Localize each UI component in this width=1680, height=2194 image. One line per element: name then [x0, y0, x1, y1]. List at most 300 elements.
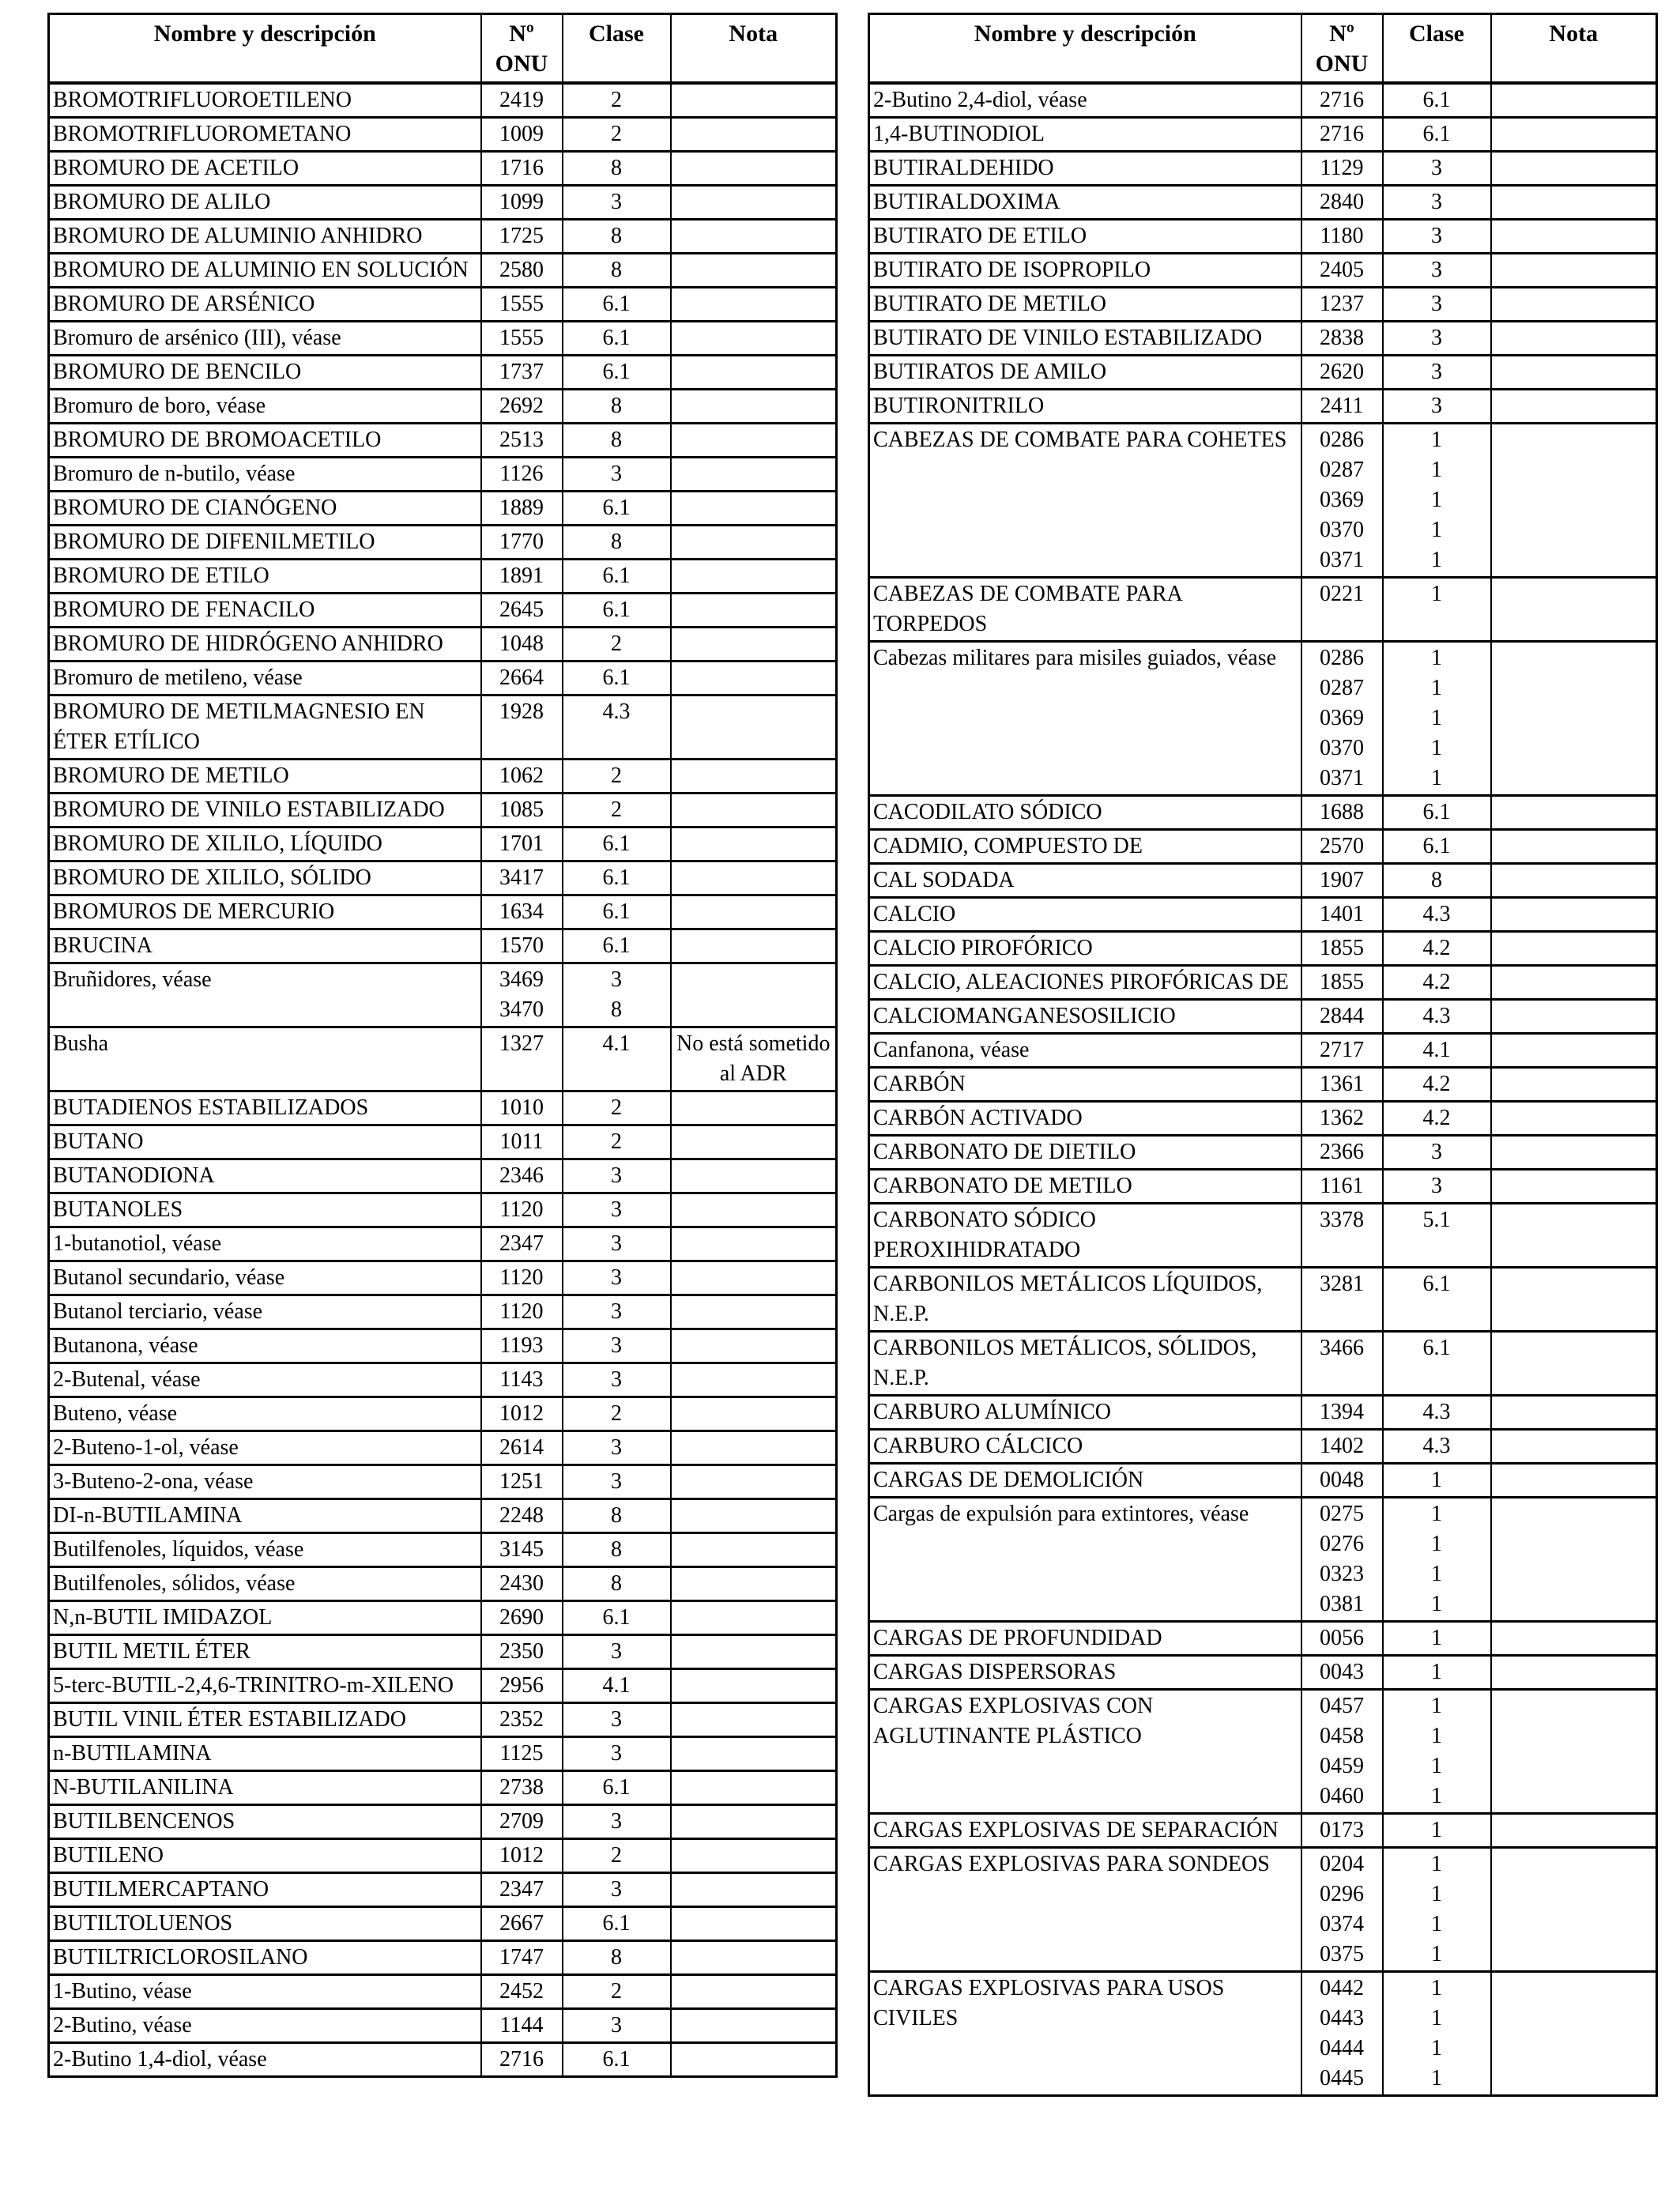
onu-number-cell-value: 0287: [1320, 676, 1364, 700]
clase-cell-value: 2: [611, 631, 622, 656]
clase-cell: [1383, 578, 1491, 642]
nota-cell: [671, 2043, 837, 2077]
onu-number-cell: [1301, 642, 1383, 796]
onu-number-cell: [1301, 932, 1383, 966]
clase-cell-value: 1: [1431, 1784, 1442, 1808]
onu-number-cell-value: 0443: [1320, 2006, 1364, 2030]
substance-name-cell: Bromuro de arsénico (III), véase: [49, 322, 481, 356]
clase-cell: [563, 1975, 671, 2009]
onu-number-cell: [481, 794, 563, 827]
clase-cell: [1383, 424, 1491, 578]
clase-cell-value: 3: [611, 1299, 622, 1324]
substance-name-cell: BUTILTOLUENOS: [49, 1907, 481, 1941]
onu-number-cell: [1301, 1396, 1383, 1430]
header-row: [49, 14, 837, 84]
nota-cell: [671, 827, 837, 861]
substance-name-cell: CALCIO PIROFÓRICO: [869, 932, 1301, 966]
substance-name-cell: BUTIRATO DE METILO: [869, 288, 1301, 322]
substance-name-cell: 5-terc-BUTIL-2,4,6-TRINITRO-m-XILENO: [49, 1669, 481, 1703]
nota-cell: [1491, 1622, 1657, 1656]
table-row: [869, 864, 1657, 898]
onu-number-cell: [481, 1941, 563, 1975]
onu-number-cell-value: 2366: [1320, 1140, 1364, 1164]
clase-cell: [563, 1227, 671, 1261]
column-header-nota: Nota: [671, 14, 837, 84]
clase-cell-value: 6.1: [602, 831, 631, 856]
clase-cell: [563, 1703, 671, 1737]
substance-name-cell: BROMURO DE ETILO: [49, 560, 481, 594]
onu-number-cell: [1301, 254, 1383, 288]
onu-number-cell: [481, 827, 563, 861]
clase-cell-value: 1: [1431, 2066, 1442, 2090]
onu-number-cell-value: 2690: [499, 1605, 544, 1630]
substance-name-cell: CARGAS EXPLOSIVAS PARA USOS CIVILES: [869, 1972, 1301, 2096]
clase-cell-value: 3: [1431, 1140, 1442, 1164]
onu-number-cell: [481, 1567, 563, 1601]
clase-cell: [1383, 1622, 1491, 1656]
onu-number-cell: [1301, 830, 1383, 864]
onu-number-cell: [481, 1193, 563, 1227]
clase-cell-value: 6.1: [602, 665, 631, 690]
substance-name-cell: CARGAS EXPLOSIVAS DE SEPARACIÓN: [869, 1814, 1301, 1848]
onu-number-cell-value: 2738: [499, 1775, 544, 1800]
onu-number-cell: [481, 1873, 563, 1907]
clase-cell-value: 8: [611, 1571, 622, 1596]
clase-cell-value: 5.1: [1422, 1208, 1451, 1232]
onu-number-cell: [481, 2009, 563, 2043]
clase-cell-value: 2: [611, 763, 622, 788]
nota-cell: [1491, 932, 1657, 966]
clase-cell: [563, 186, 671, 220]
nota-cell: [671, 1669, 837, 1703]
clase-cell: [1383, 796, 1491, 830]
table-row: [49, 1737, 837, 1771]
onu-number-cell-value: 1143: [499, 1367, 544, 1392]
substance-name-cell: CALCIOMANGANESOSILICIO: [869, 1000, 1301, 1034]
clase-cell-value: 1: [1431, 2006, 1442, 2030]
substance-name-cell: BUTILTRICLOROSILANO: [49, 1941, 481, 1975]
nota-cell: [1491, 1972, 1657, 2096]
onu-number-cell-value: 0459: [1320, 1754, 1364, 1778]
table-row: [49, 83, 837, 118]
table-row: [869, 254, 1657, 288]
nota-cell: [1491, 1170, 1657, 1204]
onu-number-cell: [1301, 1814, 1383, 1848]
nota-cell: [1491, 356, 1657, 390]
substance-name-cell: BUTANOLES: [49, 1193, 481, 1227]
onu-number-cell-value: 2614: [499, 1435, 544, 1460]
clase-cell-value: 6.1: [602, 326, 631, 350]
nota-cell: [671, 1771, 837, 1805]
onu-number-cell: [481, 696, 563, 760]
substance-name-cell: DI-n-BUTILAMINA: [49, 1499, 481, 1533]
nota-cell: [1491, 1464, 1657, 1498]
nota-cell: [671, 1737, 837, 1771]
substance-name-cell: BUTIRONITRILO: [869, 390, 1301, 424]
onu-number-cell: [1301, 796, 1383, 830]
table-row: [49, 2009, 837, 2043]
onu-number-cell-value: 2452: [499, 1979, 544, 2004]
substance-name-cell: CARBONATO DE METILO: [869, 1170, 1301, 1204]
substance-name-cell: CARGAS DE PROFUNDIDAD: [869, 1622, 1301, 1656]
nota-cell: [671, 1465, 837, 1499]
onu-number-cell-value: 2352: [499, 1707, 544, 1732]
nota-cell: [671, 492, 837, 526]
clase-cell: [563, 1805, 671, 1839]
onu-number-cell: [481, 1295, 563, 1329]
onu-number-cell-value: 0221: [1320, 582, 1364, 606]
onu-number-cell-value: 0370: [1320, 736, 1364, 760]
onu-number-cell-value: 1362: [1320, 1106, 1364, 1130]
clase-cell-value: 1: [1431, 736, 1442, 760]
onu-number-cell-value: 0371: [1320, 766, 1364, 790]
table-row: [49, 1839, 837, 1873]
onu-number-cell-value: 2347: [499, 1877, 544, 1902]
table-row: [869, 390, 1657, 424]
onu-number-cell-value: 2645: [499, 598, 544, 622]
clase-cell-value: 4.2: [1422, 936, 1451, 960]
substance-name-cell: CARGAS DE DEMOLICIÓN: [869, 1464, 1301, 1498]
clase-cell-value: 3: [611, 1877, 622, 1902]
onu-number-cell-value: 1251: [499, 1469, 544, 1494]
onu-number-cell-value: 3378: [1320, 1208, 1364, 1232]
nota-cell: [1491, 1000, 1657, 1034]
onu-number-cell: [1301, 390, 1383, 424]
onu-number-cell-value: 1327: [499, 1031, 544, 1056]
table-row: [869, 830, 1657, 864]
onu-number-cell-value: 0296: [1320, 1882, 1364, 1906]
nota-cell: [671, 1295, 837, 1329]
table-row: [869, 322, 1657, 356]
clase-cell-value: 1: [1431, 766, 1442, 790]
table-row: [869, 152, 1657, 186]
substance-name-cell: BROMURO DE ARSÉNICO: [49, 288, 481, 322]
clase-cell: [563, 2009, 671, 2043]
onu-number-cell: [1301, 1622, 1383, 1656]
clase-cell-value: 1: [1431, 1818, 1442, 1842]
table-row: [49, 1329, 837, 1363]
nota-cell: [671, 1227, 837, 1261]
clase-cell: [563, 492, 671, 526]
substance-name-cell: BUTIRALDEHIDO: [869, 152, 1301, 186]
onu-number-cell-value: 2716: [1320, 88, 1364, 112]
clase-cell: [1383, 1498, 1491, 1622]
nota-cell: [1491, 1498, 1657, 1622]
clase-cell: [563, 696, 671, 760]
nota-cell: [1491, 1102, 1657, 1136]
substance-name-cell: 2-Butino 2,4-diol, véase: [869, 83, 1301, 118]
clase-cell: [1383, 1170, 1491, 1204]
clase-cell: [563, 390, 671, 424]
clase-cell: [563, 861, 671, 895]
table-row: [49, 794, 837, 827]
table-row: [49, 1193, 837, 1227]
table-row: [49, 1601, 837, 1635]
column-header-onu-line2: ONU: [495, 51, 548, 77]
column-header-name: Nombre y descripción: [869, 14, 1301, 84]
table-row: [49, 322, 837, 356]
clase-cell: [1383, 1464, 1491, 1498]
onu-number-cell: [1301, 1464, 1383, 1498]
substance-name-cell: BROMURO DE ALUMINIO ANHIDRO: [49, 220, 481, 254]
onu-number-cell-value: 2664: [499, 665, 544, 690]
substance-name-cell: N-BUTILANILINA: [49, 1771, 481, 1805]
onu-number-cell-value: 1555: [499, 292, 544, 316]
onu-number-cell-value: 2717: [1320, 1038, 1364, 1062]
nota-cell: [671, 1805, 837, 1839]
substance-name-cell: Cabezas militares para misiles guiados, véase: [869, 642, 1301, 796]
substance-name-cell: BROMURO DE METILO: [49, 760, 481, 794]
onu-number-cell-value: 2350: [499, 1639, 544, 1664]
onu-number-cell-value: 2347: [499, 1231, 544, 1256]
clase-cell-value: 4.3: [1422, 902, 1451, 926]
nota-cell: [671, 696, 837, 760]
clase-cell-value: 8: [611, 997, 622, 1022]
substance-name-cell: BROMOTRIFLUOROMETANO: [49, 118, 481, 152]
onu-number-cell: [1301, 1498, 1383, 1622]
table-row: [49, 1465, 837, 1499]
clase-cell: [563, 662, 671, 696]
clase-cell-value: 6.1: [1422, 122, 1451, 146]
clase-cell-value: 3: [611, 1469, 622, 1494]
clase-cell: [563, 1397, 671, 1431]
clase-cell: [563, 322, 671, 356]
table-row: [869, 424, 1657, 578]
dangerous-goods-table-right: [868, 13, 1658, 2097]
clase-cell: [563, 1873, 671, 1907]
substance-name-cell: BUTIL METIL ÉTER: [49, 1635, 481, 1669]
nota-cell: [671, 929, 837, 963]
clase-cell-value: 6.1: [602, 1775, 631, 1800]
table-row: [869, 1498, 1657, 1622]
nota-cell: [671, 1397, 837, 1431]
column-header-onu: [1301, 14, 1383, 84]
onu-number-cell-value: 0369: [1320, 706, 1364, 730]
clase-cell-value: 3: [611, 1741, 622, 1766]
onu-number-cell: [481, 963, 563, 1027]
table-row: [49, 1363, 837, 1397]
table-row: [49, 963, 837, 1027]
clase-cell: [1383, 830, 1491, 864]
nota-cell: [1491, 1268, 1657, 1332]
nota-cell: [671, 322, 837, 356]
onu-number-cell-value: 1193: [499, 1333, 544, 1358]
onu-number-cell-value: 1394: [1320, 1400, 1364, 1424]
clase-cell-value: 3: [611, 462, 622, 486]
nota-cell: [1491, 864, 1657, 898]
onu-number-cell: [481, 662, 563, 696]
substance-name-cell: BUTIRATO DE ISOPROPILO: [869, 254, 1301, 288]
nota-cell: [1491, 1848, 1657, 1972]
nota-cell: [1491, 83, 1657, 118]
clase-cell-value: 3: [1431, 224, 1442, 248]
clase-cell: [563, 1329, 671, 1363]
onu-number-cell-value: 0458: [1320, 1724, 1364, 1748]
table-row: [49, 1873, 837, 1907]
clase-cell-value: 6.1: [1422, 1336, 1451, 1360]
onu-number-cell-value: 2346: [499, 1163, 544, 1188]
table-row: [869, 932, 1657, 966]
onu-number-cell-value: 0445: [1320, 2066, 1364, 2090]
onu-number-cell: [1301, 356, 1383, 390]
substance-name-cell: BUTIRATO DE ETILO: [869, 220, 1301, 254]
clase-cell-value: 3: [1431, 326, 1442, 350]
nota-cell: [671, 1567, 837, 1601]
table-row: [49, 1771, 837, 1805]
clase-cell-value: 1: [1431, 1532, 1442, 1556]
table-row: [869, 1464, 1657, 1498]
nota-cell: [671, 1261, 837, 1295]
onu-number-cell-value: 2716: [499, 2047, 544, 2071]
clase-cell-value: 8: [611, 258, 622, 282]
onu-number-cell-value: 1126: [499, 462, 544, 486]
nota-cell: [1491, 322, 1657, 356]
column-header-onu-line1: Nº: [509, 21, 534, 47]
clase-cell: [563, 895, 671, 929]
table-row: [49, 662, 837, 696]
clase-cell-value: 1: [1431, 458, 1442, 482]
onu-number-cell-value: 3469: [499, 967, 544, 992]
substance-name-cell: CALCIO, ALEACIONES PIROFÓRICAS DE: [869, 966, 1301, 1000]
onu-number-cell-value: 2570: [1320, 834, 1364, 858]
nota-cell: [1491, 186, 1657, 220]
nota-cell: [671, 794, 837, 827]
onu-number-cell: [481, 1805, 563, 1839]
substance-name-cell: BUTILENO: [49, 1839, 481, 1873]
clase-cell: [1383, 390, 1491, 424]
nota-cell: [671, 288, 837, 322]
column-header-name: Nombre y descripción: [49, 14, 481, 84]
table-row: [869, 1204, 1657, 1268]
nota-cell: [671, 1363, 837, 1397]
substance-name-cell: BROMURO DE XILILO, LÍQUIDO: [49, 827, 481, 861]
table-row: [49, 1975, 837, 2009]
onu-number-cell-value: 1161: [1320, 1174, 1364, 1198]
onu-number-cell-value: 0369: [1320, 488, 1364, 512]
onu-number-cell: [481, 83, 563, 118]
clase-cell-value: 1: [1431, 548, 1442, 572]
onu-number-cell-value: 0442: [1320, 1976, 1364, 2000]
table-row: [49, 1499, 837, 1533]
clase-cell: [563, 526, 671, 560]
substance-name-cell: N,n-BUTIL IMIDAZOL: [49, 1601, 481, 1635]
clase-cell-value: 6.1: [602, 292, 631, 316]
onu-number-cell: [481, 288, 563, 322]
onu-number-cell-value: 0275: [1320, 1502, 1364, 1526]
clase-cell: [1383, 186, 1491, 220]
clase-cell: [563, 1431, 671, 1465]
nota-cell: [1491, 1332, 1657, 1396]
table-row: [869, 1068, 1657, 1102]
nota-cell: [1491, 898, 1657, 932]
table-row: [49, 1091, 837, 1125]
clase-cell-value: 8: [611, 1503, 622, 1528]
nota-cell: [671, 1431, 837, 1465]
onu-number-cell-value: 0374: [1320, 1912, 1364, 1936]
onu-number-cell-value: 2840: [1320, 190, 1364, 214]
clase-cell-value: 1: [1431, 488, 1442, 512]
onu-number-cell: [481, 1669, 563, 1703]
onu-number-cell-value: 2419: [499, 88, 544, 112]
table-row: [869, 1656, 1657, 1690]
substance-name-cell: Butanol terciario, véase: [49, 1295, 481, 1329]
clase-cell: [563, 152, 671, 186]
clase-cell-value: 6.1: [602, 1911, 631, 1936]
onu-number-cell: [481, 254, 563, 288]
clase-cell-value: 1: [1431, 1626, 1442, 1650]
substance-name-cell: Bromuro de n-butilo, véase: [49, 458, 481, 492]
onu-number-cell: [481, 1125, 563, 1159]
nota-cell: [671, 895, 837, 929]
onu-number-cell-value: 1716: [499, 156, 544, 180]
onu-number-cell-value: 0287: [1320, 458, 1364, 482]
onu-number-cell: [481, 861, 563, 895]
onu-number-cell-value: 2430: [499, 1571, 544, 1596]
clase-cell: [563, 458, 671, 492]
onu-number-cell: [481, 1533, 563, 1567]
substance-name-cell: 1-Butino, véase: [49, 1975, 481, 2009]
substance-name-cell: BROMOTRIFLUOROETILENO: [49, 83, 481, 118]
clase-cell: [563, 794, 671, 827]
table-row: [49, 288, 837, 322]
table-row: [869, 796, 1657, 830]
onu-number-cell-value: 1011: [499, 1129, 544, 1154]
onu-number-cell: [481, 1091, 563, 1125]
clase-cell: [563, 560, 671, 594]
table-row: [49, 390, 837, 424]
column-header-clase: Clase: [1383, 14, 1491, 84]
clase-cell-value: 3: [611, 1367, 622, 1392]
clase-cell-value: 1: [1431, 1942, 1442, 1966]
clase-cell-value: 4.3: [1422, 1400, 1451, 1424]
onu-number-cell: [481, 152, 563, 186]
column-header-onu-line2: ONU: [1315, 51, 1369, 77]
clase-cell: [563, 118, 671, 152]
onu-number-cell: [481, 1907, 563, 1941]
nota-cell: [1491, 152, 1657, 186]
clase-cell-value: 8: [611, 156, 622, 180]
table-row: [49, 1941, 837, 1975]
clase-cell: [563, 83, 671, 118]
onu-number-cell: [1301, 1204, 1383, 1268]
table-row: [49, 458, 837, 492]
clase-cell-value: 6.1: [602, 933, 631, 958]
substance-name-cell: CARGAS EXPLOSIVAS CON AGLUTINANTE PLÁSTICO: [869, 1690, 1301, 1814]
substance-name-cell: BROMURO DE ALUMINIO EN SOLUCIÓN: [49, 254, 481, 288]
clase-cell-value: 2: [611, 1095, 622, 1120]
clase-cell: [563, 1635, 671, 1669]
onu-number-cell: [1301, 1170, 1383, 1204]
onu-number-cell: [481, 186, 563, 220]
nota-cell: [1491, 220, 1657, 254]
clase-cell-value: 3: [1431, 394, 1442, 418]
table-row: [49, 254, 837, 288]
table-row: [49, 1431, 837, 1465]
clase-cell-value: 1: [1431, 1976, 1442, 2000]
substance-name-cell: CARBONILOS METÁLICOS LÍQUIDOS, N.E.P.: [869, 1268, 1301, 1332]
nota-cell: [671, 594, 837, 628]
clase-cell-value: 6.1: [602, 865, 631, 890]
onu-number-cell: [481, 1329, 563, 1363]
onu-number-cell-value: 1085: [499, 797, 544, 822]
clase-cell-value: 2: [611, 1129, 622, 1154]
clase-cell-value: 3: [611, 1333, 622, 1358]
clase-cell: [1383, 1068, 1491, 1102]
onu-number-cell: [481, 526, 563, 560]
substance-name-cell: Bromuro de metileno, véase: [49, 662, 481, 696]
clase-cell: [563, 1261, 671, 1295]
onu-number-cell: [1301, 1972, 1383, 2096]
